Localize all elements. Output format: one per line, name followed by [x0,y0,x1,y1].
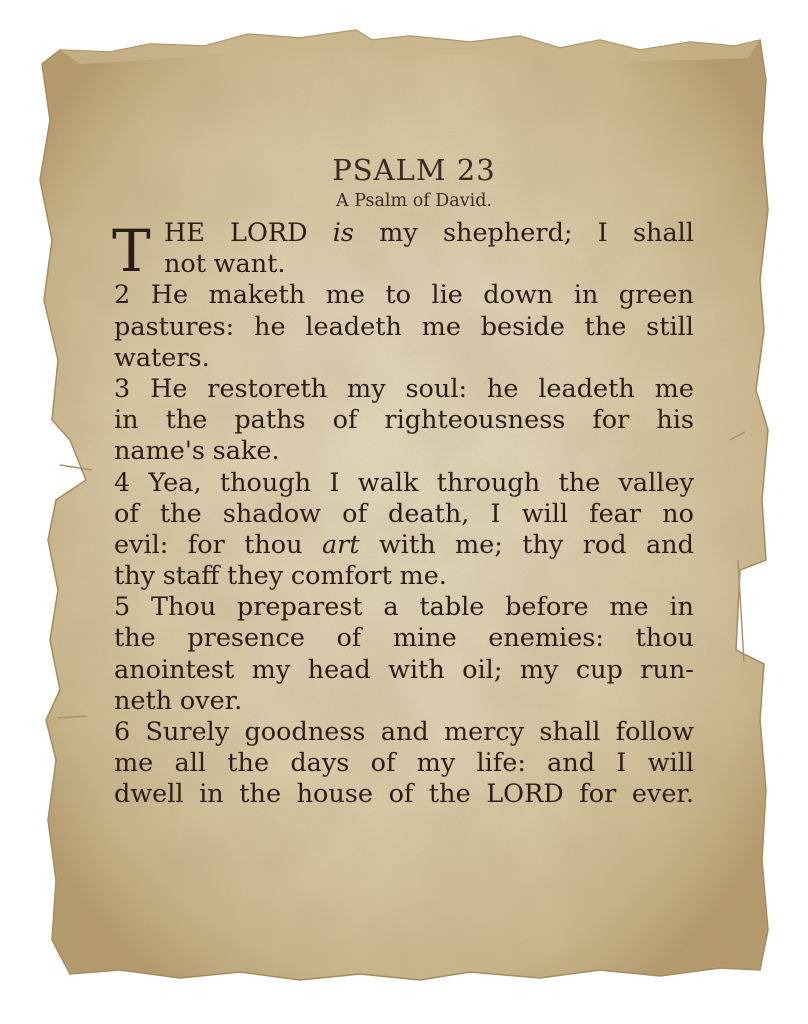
word: the [428,779,471,810]
psalm-text [114,150,694,811]
word: death, [388,498,470,529]
word: thou [635,623,694,654]
text-line [114,499,694,530]
word: thy [114,561,156,592]
word: still [646,311,694,342]
word: sake. [212,436,280,467]
drop-cap-letter: T [112,217,151,285]
text-line [114,686,694,717]
word: I [490,498,501,529]
word: me [114,748,154,779]
word: and [380,717,429,747]
word: beside [480,311,565,342]
word: evil: [114,529,169,560]
word: is [332,218,354,248]
word: me; [455,529,503,560]
word: and [547,748,596,779]
word: presence [187,623,305,654]
page-title: PSALM 23 [332,153,496,187]
word: thou [244,529,303,560]
word: of [370,748,396,779]
word: head [307,654,371,685]
word: to [385,280,411,311]
word: of [336,623,362,654]
text-line [114,312,694,343]
text-line [114,374,694,405]
word: righteousness [384,405,566,436]
word: leadeth [538,373,635,404]
word: days [290,748,350,779]
word: in [114,405,139,436]
text-line [114,530,694,561]
word: anointest [114,654,235,685]
word: no [662,498,694,529]
word: my [379,218,418,248]
text-line [114,218,694,249]
word: through [436,467,541,498]
word: with [388,654,445,685]
word: follow [615,717,694,747]
text-line [114,748,694,779]
word: fear [589,498,642,529]
verse-block [114,218,694,811]
text-line [114,623,694,654]
word: in [573,280,599,311]
word: cup [575,654,623,685]
word: me [654,373,694,404]
word: 6 [114,717,131,747]
word: Thou [150,592,217,623]
word: a [383,592,399,623]
word: I [616,748,627,779]
word: shadow [222,498,321,529]
word: green [618,280,694,311]
word: my [251,654,291,685]
text-line [114,779,694,810]
word: will [521,498,569,529]
text-line [114,561,694,592]
word: name's [114,436,205,467]
word: 3 [114,373,131,404]
word: my [416,748,456,779]
word: 5 [114,592,131,623]
word: art [321,529,360,560]
word: shall [539,717,601,747]
word: dwell [114,779,184,810]
text-line [114,343,694,374]
text-line [114,717,694,748]
text-line [114,405,694,436]
word: me [325,280,365,311]
page-subtitle: A Psalm of David. [336,191,492,211]
word: mine [392,623,457,654]
word: will [647,748,694,779]
word: soul: [405,373,468,404]
word: shepherd; [442,218,573,248]
text-line [114,249,694,280]
word: the [114,623,156,654]
text-line [114,655,694,686]
word: run- [640,654,694,685]
word: the [165,405,208,436]
word: he [254,311,286,342]
word: comfort [290,561,392,592]
word: LORD [230,218,308,248]
word: 4 [114,467,131,498]
word: the [159,498,202,529]
word: staff [162,561,220,592]
word: oil; [462,654,503,685]
word: 2 [114,280,131,311]
word: maketh [208,280,306,311]
word: Yea, [148,467,202,498]
word: me. [399,561,447,592]
word: restoreth [207,373,328,404]
word: for [187,529,225,560]
word: the [584,311,627,342]
word: goodness [244,717,366,747]
word: He [150,280,189,311]
word: thy [522,529,564,560]
word: the [239,779,282,810]
word: life: [476,748,526,779]
word: in [199,779,224,810]
word: Surely [145,717,230,747]
word: of [388,779,414,810]
word: enemies: [488,623,604,654]
word: though [219,467,312,498]
word: walk [357,467,419,498]
word: neth [114,685,173,716]
word: pastures: [114,311,235,342]
word: over. [179,685,243,716]
word: down [483,280,554,311]
word: me [609,592,649,623]
text-line [114,468,694,499]
word: lie [431,280,463,311]
word: of [332,405,358,436]
word: I [329,467,340,498]
word: shall [632,218,694,248]
word: of [342,498,367,529]
text-line [114,436,694,467]
word: for [592,405,630,436]
word: house [296,779,373,810]
word: me [421,311,461,342]
word: waters. [114,342,210,373]
word: He [150,373,188,404]
word: in [669,592,694,623]
word: table [419,592,485,623]
word: for [579,779,617,810]
word: of [114,498,139,529]
word: my [347,373,386,404]
word: want. [213,249,286,280]
word: before [505,592,589,623]
word: with [378,529,436,560]
text-line [114,592,694,623]
text-line [114,280,694,311]
word: paths [234,405,306,436]
word: not [164,249,207,280]
word: LORD [486,779,564,810]
word: preparest [236,592,363,623]
word: rod [582,529,627,560]
word: mercy [443,717,525,747]
word: valley [618,467,694,498]
word: my [519,654,559,685]
word: his [656,405,694,436]
word: ever. [631,779,694,810]
word: the [227,748,270,779]
word: all [174,748,207,779]
word: HE [164,218,205,248]
word: they [227,561,284,592]
word: and [645,529,694,560]
word: he [486,373,519,404]
word: I [597,218,608,248]
word: the [558,467,601,498]
word: leadeth [305,311,402,342]
